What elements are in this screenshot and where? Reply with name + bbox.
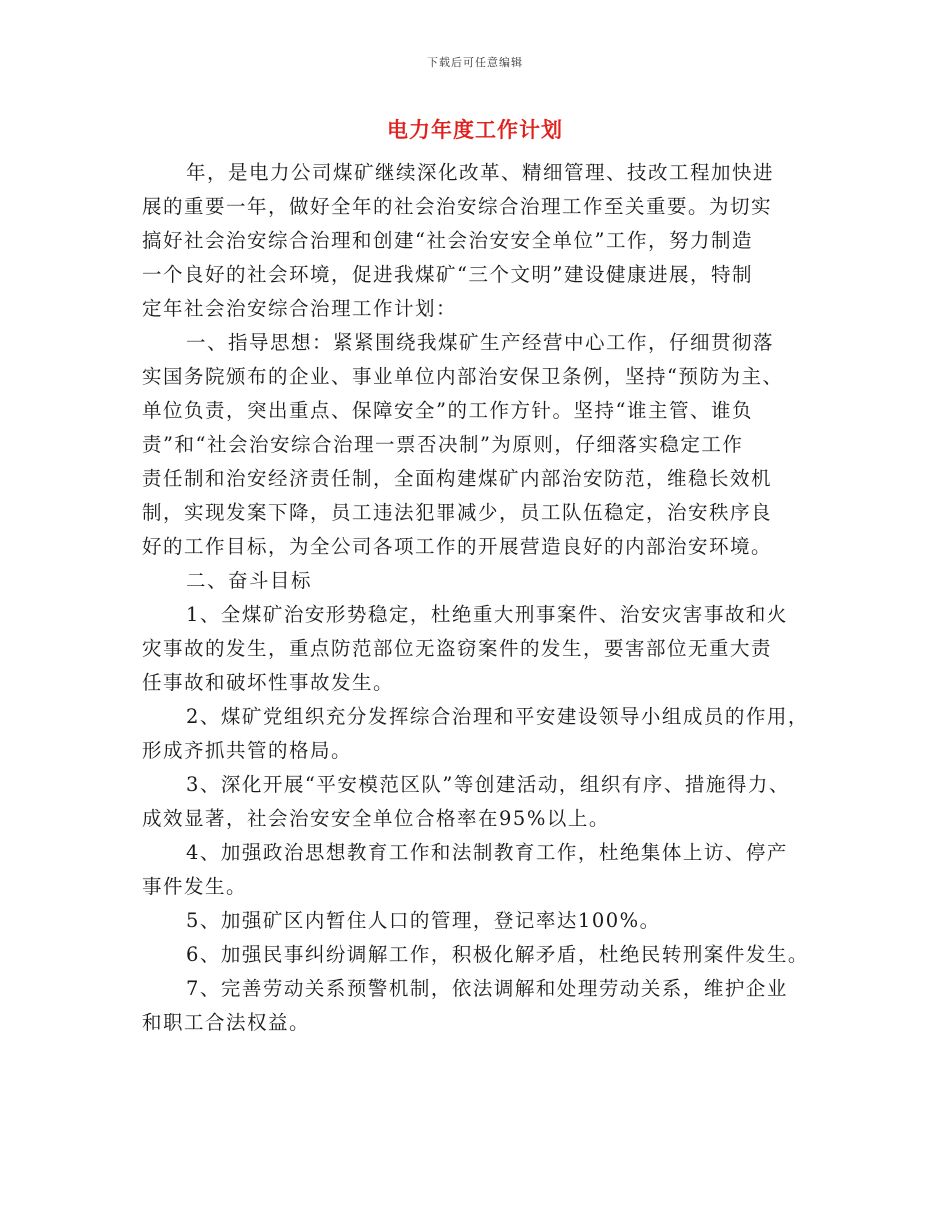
body-line: 制，实现发案下降，员工违法犯罪减少，员工队伍稳定，治安秩序良 [142, 501, 773, 524]
body-line: 定年社会治安综合治理工作计划： [142, 297, 458, 320]
body-line: 单位负责，突出重点、保障安全”的工作方针。坚持“谁主管、谁负 [142, 399, 753, 422]
document-title: 电力年度工作计划 [387, 117, 563, 142]
body-line: 展的重要一年，做好全年的社会治安综合治理工作至关重要。为切实 [142, 195, 773, 218]
body-line: 成效显著，社会治安安全单位合格率在95%以上。 [142, 807, 610, 830]
body-line: 和职工合法权益。 [142, 1011, 311, 1034]
body-line: 形成齐抓共管的格局。 [142, 739, 353, 762]
body-line: 实国务院颁布的企业、事业单位内部治安保卫条例，坚持“预防为主、 [142, 365, 784, 388]
body-line: 好的工作目标，为全公司各项工作的开展营造良好的内部治安环境。 [142, 535, 773, 558]
document-body [142, 156, 822, 1040]
body-line: 事件发生。 [142, 875, 248, 898]
body-line: 5、加强矿区内暂住人口的管理，登记率达100%。 [186, 909, 661, 932]
body-line: 3、深化开展“平安模范区队”等创建活动，组织有序、措施得力、 [186, 773, 790, 796]
body-line: 一、指导思想：紧紧围绕我煤矿生产经营中心工作，仔细贯彻落 [186, 331, 775, 354]
body-line: 1、全煤矿治安形势稳定，杜绝重大刑事案件、治安灾害事故和火 [186, 603, 788, 626]
body-line: 责任制和治安经济责任制，全面构建煤矿内部治安防范，维稳长效机 [142, 467, 773, 490]
body-line: 7、完善劳动关系预警机制，依法调解和处理劳动关系，维护企业 [186, 977, 788, 1000]
body-line: 灾事故的发生，重点防范部位无盗窃案件的发生，要害部位无重大责 [142, 637, 773, 660]
body-line: 搞好社会治安综合治理和创建“社会治安安全单位”工作，努力制造 [142, 229, 753, 252]
body-line: 6、加强民事纠纷调解工作，积极化解矛盾，杜绝民转刑案件发生。 [186, 943, 809, 966]
body-line: 2、煤矿党组织充分发挥综合治理和平安建设领导小组成员的作用， [186, 705, 809, 728]
body-line: 责”和“社会治安综合治理一票否决制”为原则，仔细落实稳定工作 [142, 433, 744, 456]
body-line: 二、奋斗目标 [186, 569, 313, 592]
body-line: 年，是电力公司煤矿继续深化改革、精细管理、技改工程加快进 [186, 161, 775, 184]
body-line: 任事故和破坏性事故发生。 [142, 671, 395, 694]
body-line: 一个良好的社会环境，促进我煤矿“三个文明”建设健康进展，特制 [142, 263, 753, 286]
body-line: 4、加强政治思想教育工作和法制教育工作，杜绝集体上访、停产 [186, 841, 788, 864]
page-header: 下载后可任意编辑 [427, 56, 523, 69]
